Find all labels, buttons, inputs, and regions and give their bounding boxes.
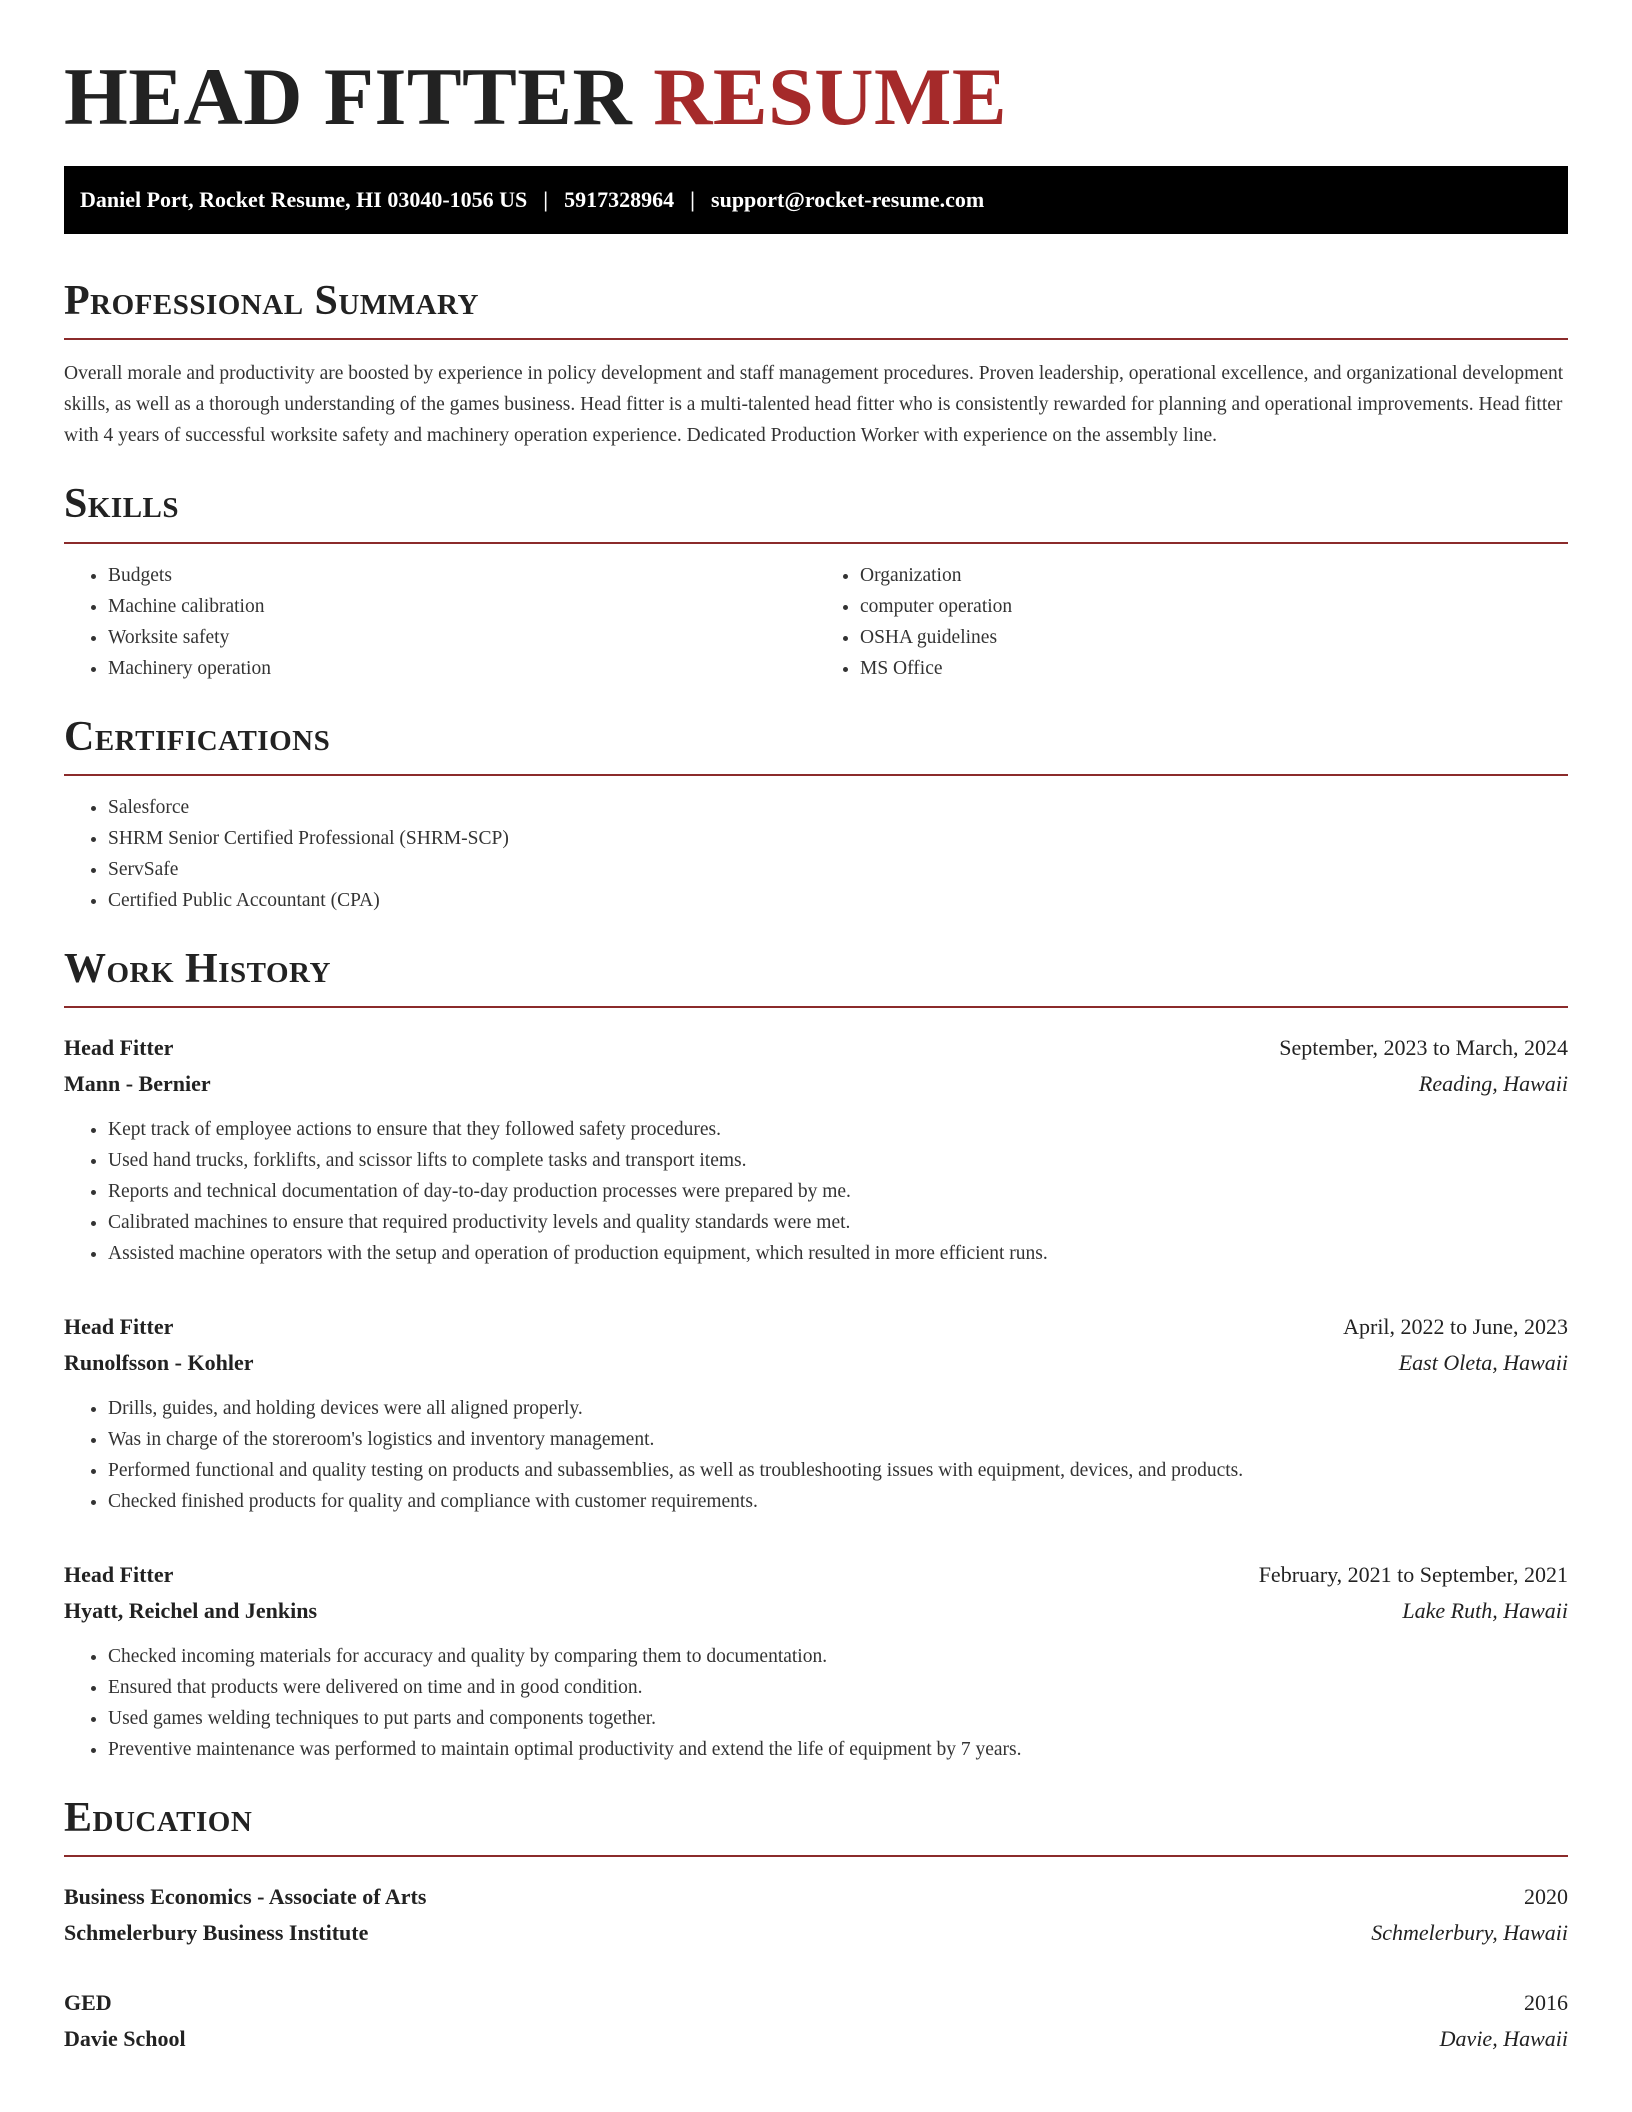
job-bullet: • Preventive maintenance was performed to maintain optimal productivity and extend the life of equipment by 7 years. <box>108 1734 1568 1765</box>
skill-item: • Machinery operation <box>108 653 816 684</box>
skill-item: • MS Office <box>860 653 1568 684</box>
contact-bar <box>64 166 1568 234</box>
section-divider <box>64 1006 1568 1008</box>
job-dates: September, 2023 to March, 2024 <box>1279 1034 1568 1060</box>
resume-title <box>64 52 1568 142</box>
section-divider <box>64 1855 1568 1857</box>
job-company: Runolfsson - Kohler <box>64 1349 254 1375</box>
job-bullets <box>64 1641 1568 1765</box>
job-dates: April, 2022 to June, 2023 <box>1343 1313 1568 1339</box>
work-history-heading: Work History <box>64 945 331 992</box>
education-degree: GED <box>64 1990 112 2016</box>
contact-separator: | <box>543 187 549 213</box>
education-school: Schmelerbury Business Institute <box>64 1920 369 1946</box>
job-bullet: • Ensured that products were delivered on time and in good condition. <box>108 1672 1568 1703</box>
summary-heading: Professional Summary <box>64 278 479 325</box>
job-location: Lake Ruth, Hawaii <box>1402 1597 1568 1623</box>
job-bullets <box>64 1114 1568 1269</box>
certifications-list <box>64 792 1568 916</box>
certifications-heading: Certifications <box>64 713 331 760</box>
job-company: Hyatt, Reichel and Jenkins <box>64 1597 318 1623</box>
job-title: Head Fitter <box>64 1034 174 1060</box>
job-company: Mann - Bernier <box>64 1070 211 1096</box>
job-bullet: • Reports and technical documentation of day-to-day production processes were prepared by me. <box>108 1176 1568 1207</box>
skills-list <box>64 544 1568 684</box>
job-entry <box>64 1309 1568 1517</box>
education-school: Davie School <box>64 2026 186 2052</box>
job-bullets <box>64 1393 1568 1517</box>
job-bullet: • Drills, guides, and holding devices were all aligned properly. <box>108 1393 1568 1424</box>
job-bullet: • Kept track of employee actions to ensure that they followed safety procedures. <box>108 1114 1568 1145</box>
job-title: Head Fitter <box>64 1561 174 1587</box>
skill-item: • Machine calibration <box>108 591 816 622</box>
job-bullet: • Used hand trucks, forklifts, and scissor lifts to complete tasks and transport items. <box>108 1145 1568 1176</box>
education-year: 2020 <box>1524 1884 1568 1910</box>
education-year: 2016 <box>1524 1990 1568 2016</box>
contact-phone: 5917328964 <box>564 187 675 213</box>
title-main: HEAD FITTER <box>64 51 633 142</box>
job-entry <box>64 1030 1568 1269</box>
job-entry <box>64 1557 1568 1765</box>
contact-email: support@rocket-resume.com <box>711 187 985 213</box>
job-bullet: • Used games welding techniques to put parts and components together. <box>108 1703 1568 1734</box>
section-divider <box>64 338 1568 340</box>
skills-column-right <box>816 560 1568 684</box>
contact-separator: | <box>690 187 696 213</box>
job-title: Head Fitter <box>64 1313 174 1339</box>
section-divider <box>64 774 1568 776</box>
job-bullet: • Performed functional and quality testing on products and subassemblies, as well as troubleshooting issues with equipment, devices, and products. <box>108 1455 1568 1486</box>
job-bullet: • Checked incoming materials for accuracy and quality by comparing them to documentation. <box>108 1641 1568 1672</box>
job-bullet: • Checked finished products for quality and compliance with customer requirements. <box>108 1486 1568 1517</box>
certification-item: • Salesforce <box>108 792 1568 823</box>
skill-item: • Worksite safety <box>108 622 816 653</box>
certification-item: • Certified Public Accountant (CPA) <box>108 885 1568 916</box>
education-degree: Business Economics - Associate of Arts <box>64 1884 427 1910</box>
education-location: Davie, Hawaii <box>1439 2026 1568 2052</box>
skill-item: • Organization <box>860 560 1568 591</box>
skills-column-left <box>64 560 816 684</box>
education-location: Schmelerbury, Hawaii <box>1371 1920 1568 1946</box>
job-location: Reading, Hawaii <box>1418 1070 1568 1096</box>
job-bullet: • Was in charge of the storeroom's logistics and inventory management. <box>108 1424 1568 1455</box>
job-dates: February, 2021 to September, 2021 <box>1258 1561 1568 1587</box>
skills-heading: Skills <box>64 481 180 528</box>
certification-item: • SHRM Senior Certified Professional (SHRM-SCP) <box>108 823 1568 854</box>
job-bullet: • Calibrated machines to ensure that required productivity levels and quality standards were met. <box>108 1207 1568 1238</box>
education-entry <box>64 1985 1568 2057</box>
skill-item: • Budgets <box>108 560 816 591</box>
contact-address: Daniel Port, Rocket Resume, HI 03040-1056 US <box>80 187 528 213</box>
skill-item: • computer operation <box>860 591 1568 622</box>
title-accent: RESUME <box>653 51 1008 142</box>
education-heading: Education <box>64 1794 253 1841</box>
job-location: East Oleta, Hawaii <box>1398 1349 1568 1375</box>
education-entry <box>64 1879 1568 1951</box>
skill-item: • OSHA guidelines <box>860 622 1568 653</box>
certification-item: • ServSafe <box>108 854 1568 885</box>
job-bullet: • Assisted machine operators with the setup and operation of production equipment, which resulted in more efficient runs. <box>108 1238 1568 1269</box>
summary-text: Overall morale and productivity are boosted by experience in policy development and staff management procedures. Proven leadership, operational excellence, and organizational development skills, as well as a thorough understanding of the games business. Head fitter is a multi-talented head fitter who is consistently rewarded for planning and operational improvements. Head fitter with 4 years of successful worksite safety and machinery operation experience. Dedicated Production Worker with experience on the assembly line. <box>64 363 1564 447</box>
